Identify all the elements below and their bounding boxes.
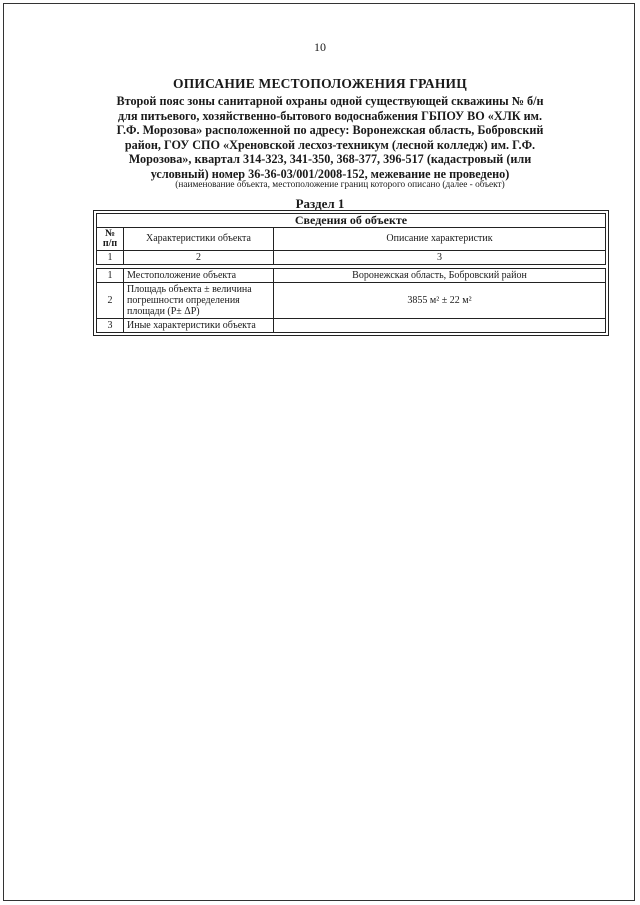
- row-description: 3855 м² ± 22 м²: [274, 283, 606, 319]
- row-number: 2: [97, 283, 124, 319]
- row-characteristic: Местоположение объекта: [124, 269, 274, 283]
- table-row: [97, 319, 606, 333]
- column-header-description: Описание характеристик: [274, 228, 606, 251]
- column-header-number: № п/п: [97, 228, 124, 251]
- object-description: Второй пояс зоны санитарной охраны одной существующей скважины № б/н для питьевого, хозяйственно-бытового водоснабжения ГБПОУ ВО «ХЛК им. Г.Ф. Морозова» расположенной по адресу: Воронежская область, Бобровский район, ГОУ СПО «Хреновской лесхоз-техникум (лесной колледж) им. Г.Ф. Морозова», квартал 314-323, 341-350, 368-377, 396-517 (кадастровый (или условный) номер 36-36-03/001/2008-152, межевание не проведено): [116, 94, 544, 181]
- column-header-characteristic: Характеристики объекта: [124, 228, 274, 251]
- row-description: [274, 319, 606, 333]
- object-info-table: [93, 210, 609, 336]
- document-title: ОПИСАНИЕ МЕСТОПОЛОЖЕНИЯ ГРАНИЦ: [173, 76, 467, 91]
- page-number: 10: [314, 40, 326, 54]
- row-description: Воронежская область, Бобровский район: [274, 269, 606, 283]
- section-title: Раздел 1: [295, 196, 345, 211]
- table-row: [97, 283, 606, 319]
- row-characteristic: Иные характеристики объекта: [124, 319, 274, 333]
- column-number-2: 2: [124, 251, 274, 265]
- object-caption: (наименование объекта, местоположение границ которого описано (далее - объект): [175, 180, 505, 190]
- table-row: [97, 269, 606, 283]
- table-header: Сведения об объекте: [97, 214, 606, 228]
- row-number: 1: [97, 269, 124, 283]
- row-characteristic: Площадь объекта ± величина погрешности определения площади (Р± ΔР): [124, 283, 274, 319]
- column-number-3: 3: [274, 251, 606, 265]
- column-number-1: 1: [97, 251, 124, 265]
- row-number: 3: [97, 319, 124, 333]
